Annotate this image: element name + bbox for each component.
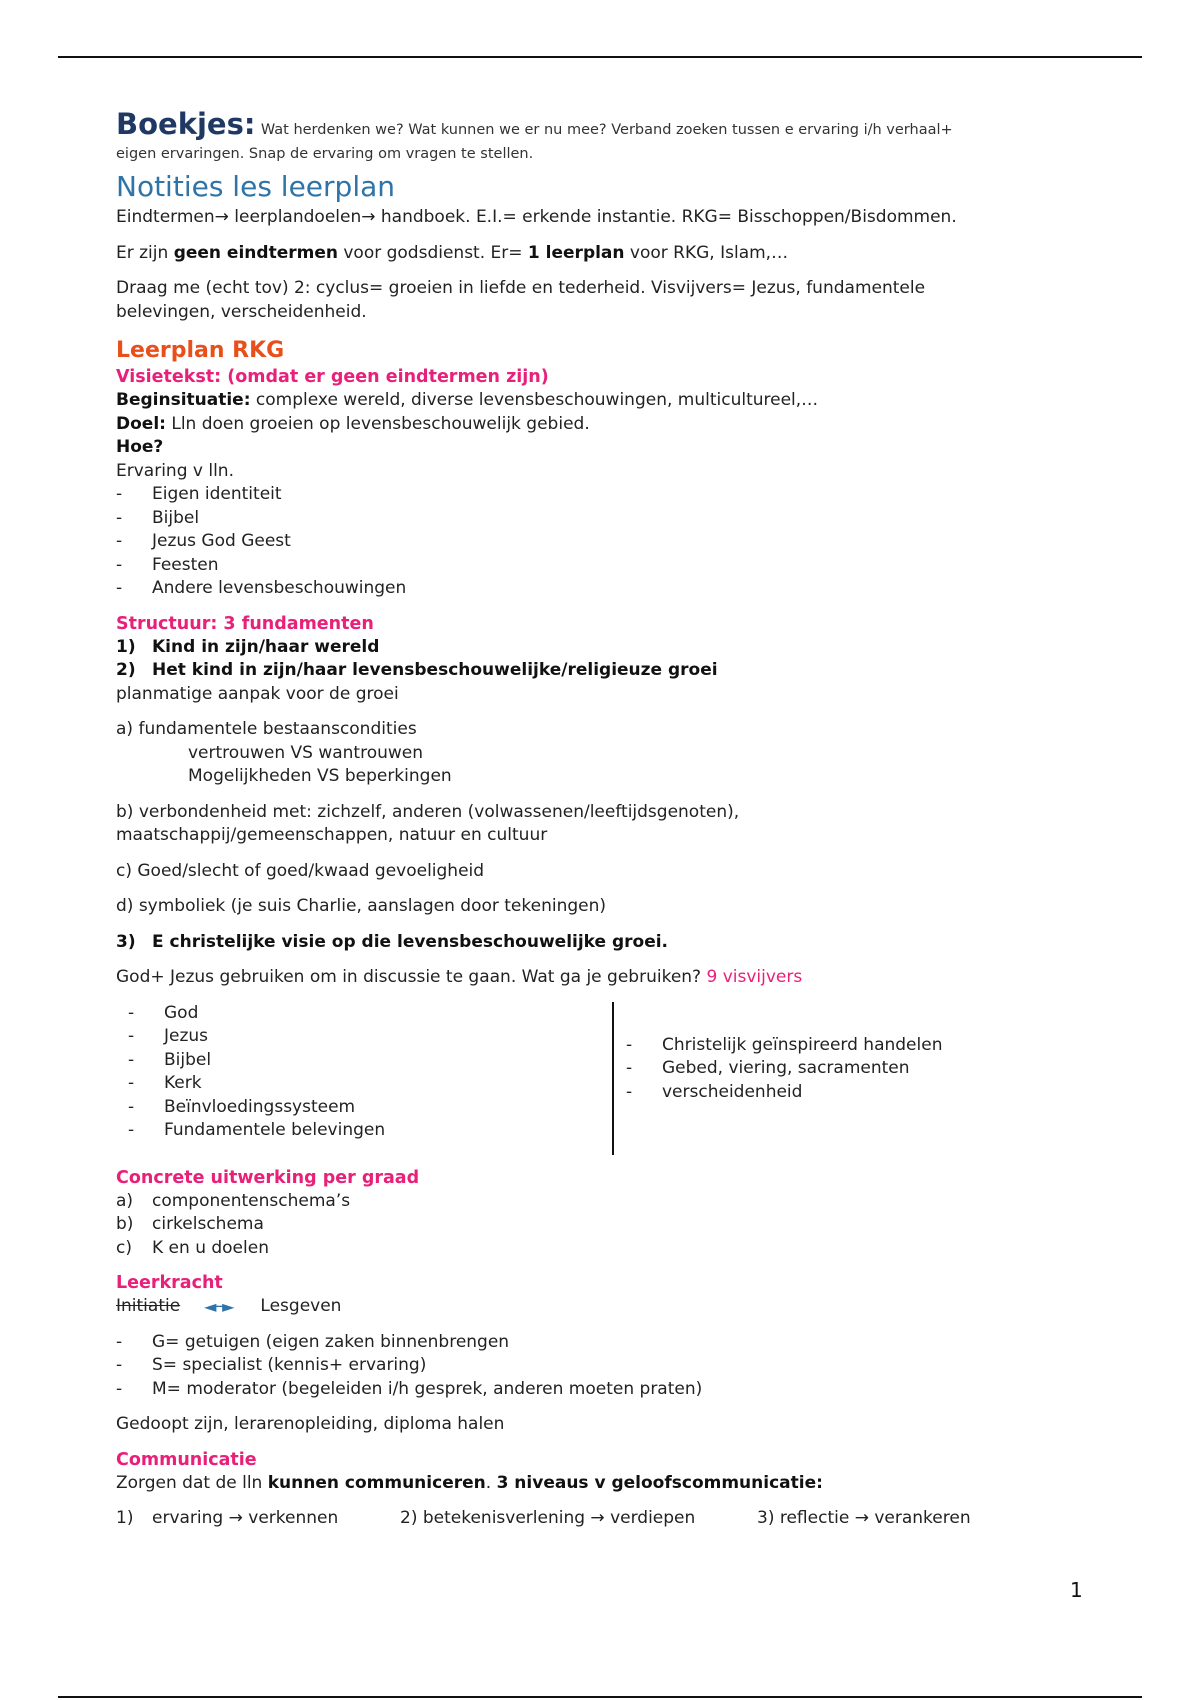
fundament-3 (116, 931, 1076, 955)
list-item-text: S= specialist (kennis+ ervaring) (152, 1355, 427, 1375)
list-item-text: Bijbel (164, 1049, 212, 1070)
dash-marker: - (128, 1073, 135, 1093)
dash-marker: - (128, 1002, 135, 1023)
point-c: c) Goed/slecht of goed/kwaad gevoeligheid (116, 860, 485, 881)
initiatie-strikethrough: Initiatie (116, 1296, 181, 1316)
bold-1-leerplan: 1 leerplan (527, 242, 625, 263)
lesgeven-label: Lesgeven (260, 1296, 342, 1316)
list-item-text: God (164, 1002, 199, 1023)
letter-marker: b) (116, 1214, 134, 1234)
niveau-2: 2) betekenisverlening → verdiepen (400, 1508, 696, 1528)
visietekst-heading: Visietekst: (omdat er geen eindtermen zijn) (116, 367, 549, 387)
list-item (116, 530, 1076, 554)
list-item (116, 554, 1076, 578)
dash-marker: - (626, 1058, 633, 1078)
number-marker: 2) (116, 660, 136, 680)
notities-line-3a: Draag me (echt tov) 2: cyclus= groeien in liefde en tederheid. Visvijvers= Jezus, fundamentele (116, 278, 926, 298)
leerkracht-list (116, 1331, 1076, 1402)
list-item (116, 483, 1076, 507)
number-marker: 1) (116, 1508, 134, 1528)
initiatie-lesgeven-row (116, 1295, 1076, 1319)
dash-marker: - (116, 1331, 123, 1352)
list-item (116, 507, 1076, 531)
point-b-1: b) verbondenheid met: zichzelf, anderen (volwassenen/leeftijdsgenoten), (116, 801, 740, 822)
list-item (128, 1025, 612, 1049)
list-item-text: Eigen identiteit (152, 484, 282, 504)
doel-label: Doel: (116, 413, 166, 434)
list-item (128, 1096, 612, 1120)
fundament-text: E christelijke visie op die levensbeschouwelijke groei. (152, 931, 669, 952)
dash-marker: - (128, 1096, 135, 1117)
list-item-text: K en u doelen (152, 1237, 269, 1258)
visvijvers-right-column (614, 1002, 942, 1155)
list-item-text: Jezus God Geest (152, 531, 291, 551)
point-d: d) symboliek (je suis Charlie, aanslagen door tekeningen) (116, 896, 607, 916)
text-span: Er zijn (116, 242, 174, 263)
dash-marker: - (116, 507, 123, 528)
dash-marker: - (626, 1034, 633, 1055)
planmatig-line: planmatige aanpak voor de groei (116, 683, 399, 704)
fundament-text: Kind in zijn/haar wereld (152, 636, 380, 657)
ervaring-list (116, 483, 1076, 601)
god-jezus-text: God+ Jezus gebruiken om in discussie te gaan. Wat ga je gebruiken? (116, 967, 707, 987)
notities-line-2 (116, 242, 1076, 266)
text-span: Zorgen dat de lln (116, 1472, 268, 1493)
number-marker: 1) (116, 636, 136, 657)
point-b-2: maatschappij/gemeenschappen, natuur en cultuur (116, 825, 548, 845)
bottom-rule (58, 1696, 1142, 1698)
list-item-text: Fundamentele belevingen (164, 1120, 386, 1140)
letter-marker: c) (116, 1237, 132, 1258)
letter-marker: a) (116, 1190, 134, 1211)
list-item (128, 1072, 612, 1096)
boekjes-text-2: eigen ervaringen. Snap de ervaring om vragen te stellen. (116, 146, 534, 162)
beginsituatie-label: Beginsituatie: (116, 390, 251, 410)
list-item (626, 1057, 942, 1081)
page-number: 1 (1070, 1578, 1083, 1602)
list-item-text: Beïnvloedingssysteem (164, 1096, 356, 1117)
list-item (626, 1081, 942, 1105)
list-item (116, 1354, 1076, 1378)
point-a-sub-2: Mogelijkheden VS beperkingen (188, 766, 452, 786)
list-item-text: Christelijk geïnspireerd handelen (662, 1034, 943, 1055)
fundament-text: Het kind in zijn/haar levensbeschouwelijke/religieuze groei (152, 660, 718, 680)
dash-marker: - (626, 1081, 633, 1102)
dash-marker: - (128, 1026, 135, 1046)
visvijvers-label: 9 visvijvers (706, 967, 803, 987)
dash-marker: - (116, 531, 123, 551)
hoe-line (116, 436, 1076, 460)
text-span: voor godsdienst. Er= (337, 242, 528, 263)
communicatie-heading: Communicatie (116, 1449, 257, 1470)
dash-marker: - (116, 554, 123, 575)
boekjes-paragraph (116, 107, 1076, 142)
visvijvers-columns (116, 1002, 1076, 1155)
list-item-text: Bijbel (152, 507, 200, 528)
list-item-text: cirkelschema (152, 1214, 264, 1234)
list-item-text: Gebed, viering, sacramenten (662, 1058, 910, 1078)
list-item (116, 1237, 1076, 1261)
dash-marker: - (128, 1120, 135, 1140)
list-item (116, 1213, 1076, 1237)
structuur-heading: Structuur: 3 fundamenten (116, 613, 374, 634)
concreet-heading: Concrete uitwerking per graad (116, 1167, 420, 1188)
list-item-text: Kerk (164, 1073, 202, 1093)
niveau-1: ervaring → verkennen (152, 1508, 339, 1528)
niveau-3: 3) reflectie → verankeren (757, 1508, 971, 1528)
double-arrow-icon: ◄─► (204, 1297, 233, 1316)
bold-geen-eindtermen: geen eindtermen (173, 242, 338, 263)
bold-kunnen-communiceren: kunnen communiceren (267, 1472, 486, 1493)
text-span: voor RKG, Islam,… (624, 242, 789, 263)
visvijvers-left-column (116, 1002, 614, 1155)
fundament-1 (116, 636, 1076, 660)
boekjes-title: Boekjes: (116, 107, 256, 141)
bold-3-niveaus: 3 niveaus v geloofscommunicatie: (496, 1472, 823, 1493)
god-jezus-line (116, 966, 1076, 990)
hoe-label: Hoe? (116, 437, 164, 457)
point-a: a) fundamentele bestaanscondities (116, 719, 417, 739)
ervaring-line: Ervaring v lln. (116, 460, 234, 481)
doel-text: Lln doen groeien op levensbeschouwelijk gebied. (165, 413, 590, 434)
gedoopt-line: Gedoopt zijn, lerarenopleiding, diploma halen (116, 1414, 505, 1434)
list-item (116, 1378, 1076, 1402)
list-item (128, 1119, 612, 1143)
point-a-sub-1: vertrouwen VS wantrouwen (188, 742, 424, 763)
number-marker: 3) (116, 931, 136, 952)
beginsituatie-line (116, 389, 1076, 413)
list-item-text: componentenschema’s (152, 1190, 351, 1211)
zorgen-line (116, 1472, 1076, 1496)
top-rule (58, 56, 1142, 58)
list-item-text: M= moderator (begeleiden i/h gesprek, anderen moeten praten) (152, 1378, 703, 1399)
list-item-text: G= getuigen (eigen zaken binnenbrengen (152, 1331, 510, 1352)
list-item (128, 1002, 612, 1026)
list-item (128, 1049, 612, 1073)
leerplan-rkg-heading: Leerplan RKG (116, 338, 285, 363)
fundament-2 (116, 659, 1076, 683)
dash-marker: - (116, 1355, 123, 1375)
dash-marker: - (116, 1378, 123, 1399)
text-span: . (485, 1472, 497, 1493)
notities-line-3b: belevingen, verscheidenheid. (116, 301, 367, 322)
document-page (116, 107, 1076, 1531)
dash-marker: - (116, 578, 123, 598)
notities-heading: Notities les leerplan (116, 170, 396, 203)
list-item-text: Andere levensbeschouwingen (152, 578, 407, 598)
list-item-text: Jezus (164, 1026, 209, 1046)
boekjes-text-1: Wat herdenken we? Wat kunnen we er nu mee? Verband zoeken tussen e ervaring i/h verhaal+ (260, 122, 953, 138)
beginsituatie-text: complexe wereld, diverse levensbeschouwingen, multicultureel,… (250, 390, 819, 410)
leerkracht-heading: Leerkracht (116, 1273, 223, 1293)
list-item (116, 1190, 1076, 1214)
list-item-text: verscheidenheid (662, 1081, 803, 1102)
dash-marker: - (116, 484, 123, 504)
dash-marker: - (128, 1049, 135, 1070)
list-item (626, 1034, 942, 1058)
niveaus-row (116, 1507, 1076, 1531)
doel-line (116, 413, 1076, 437)
notities-line-1: Eindtermen→ leerplandoelen→ handboek. E.I.= erkende instantie. RKG= Bisschoppen/Bisdommen. (116, 207, 957, 227)
list-item (116, 1331, 1076, 1355)
list-item-text: Feesten (152, 554, 219, 575)
list-item (116, 577, 1076, 601)
